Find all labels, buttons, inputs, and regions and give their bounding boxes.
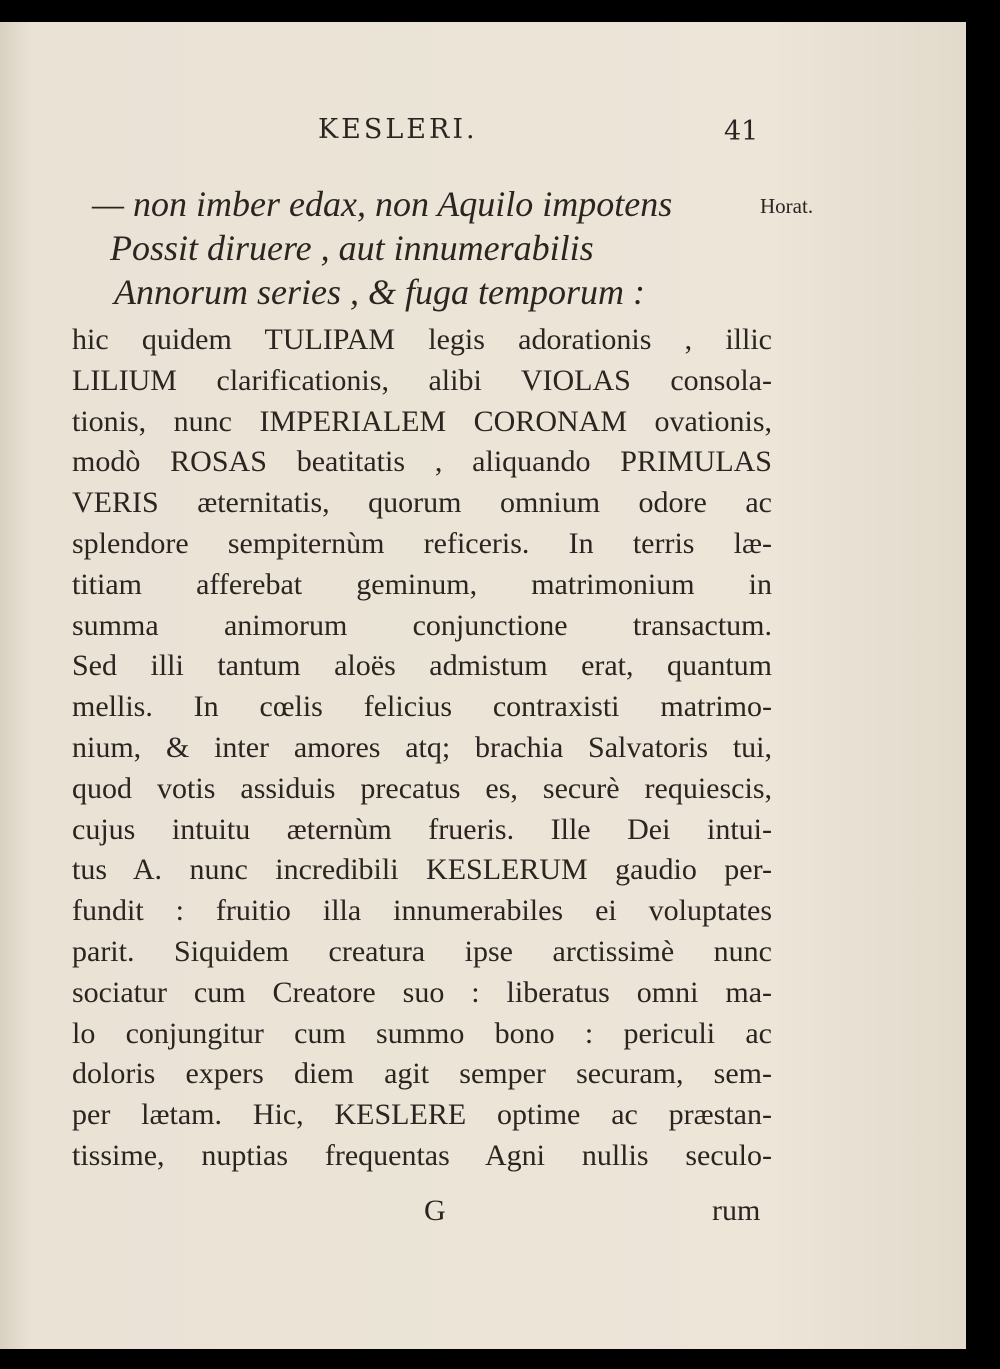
text-line: fundit : fruitio illa innumerabiles ei voluptates bbox=[72, 894, 772, 928]
margin-note: Horat. bbox=[760, 194, 814, 218]
text-line: quod votis assiduis precatus es, securè requiescis, bbox=[72, 771, 772, 805]
text-line: per lætam. Hic, KESLERE optime ac præstan- bbox=[72, 1098, 772, 1132]
text-line: summa animorum conjunctione transactum. bbox=[72, 608, 772, 642]
text-line: tionis, nunc IMPERIALEM CORONAM ovationis, bbox=[72, 404, 772, 438]
text-line: sociatur cum Creatore suo : liberatus omni ma- bbox=[72, 975, 772, 1009]
page-footer bbox=[0, 1194, 966, 1234]
quote-line: Annorum series , & fuga temporum : bbox=[114, 272, 645, 312]
text-line: Sed illi tantum aloës admistum erat, quantum bbox=[72, 649, 772, 683]
text-line: tissime, nuptias frequentas Agni nullis seculo- bbox=[72, 1138, 772, 1172]
text-line: nium, & inter amores atq; brachia Salvatoris tui, bbox=[72, 730, 772, 764]
text-line: mellis. In cœlis felicius contraxisti matrimo- bbox=[72, 690, 772, 724]
text-line: lo conjungitur cum summo bono : periculi ac bbox=[72, 1016, 772, 1050]
quote-line: Possit diruere , aut innumerabilis bbox=[110, 228, 594, 268]
signature-mark: G bbox=[424, 1194, 446, 1227]
text-line: cujus intuitu æternùm frueris. Ille Dei intui- bbox=[72, 812, 772, 846]
text-line: parit. Siquidem creatura ipse arctissimè nunc bbox=[72, 934, 772, 968]
text-line: VERIS æternitatis, quorum omnium odore ac bbox=[72, 486, 772, 520]
book-page bbox=[0, 22, 966, 1349]
text-line: splendore sempiternùm reficeris. In terris læ- bbox=[72, 526, 772, 560]
text-line: modò ROSAS beatitatis , aliquando PRIMULAS bbox=[72, 445, 772, 479]
text-line: LILIUM clarificationis, alibi VIOLAS consola- bbox=[72, 363, 772, 397]
body-text bbox=[72, 320, 772, 1177]
text-line: titiam afferebat geminum, matrimonium in bbox=[72, 567, 772, 601]
verse-quotation bbox=[92, 182, 782, 314]
text-line: doloris expers diem agit semper securam, sem- bbox=[72, 1057, 772, 1091]
catchword: rum bbox=[712, 1194, 761, 1227]
text-line: tus A. nunc incredibili KESLERUM gaudio per- bbox=[72, 853, 772, 887]
text-line: hic quidem TULIPAM legis adorationis , illic bbox=[72, 323, 772, 356]
page-number: 41 bbox=[724, 116, 759, 147]
page-header bbox=[0, 114, 966, 154]
quote-line: — non imber edax, non Aquilo impotens bbox=[92, 184, 673, 224]
running-head: KESLERI. bbox=[318, 114, 478, 145]
